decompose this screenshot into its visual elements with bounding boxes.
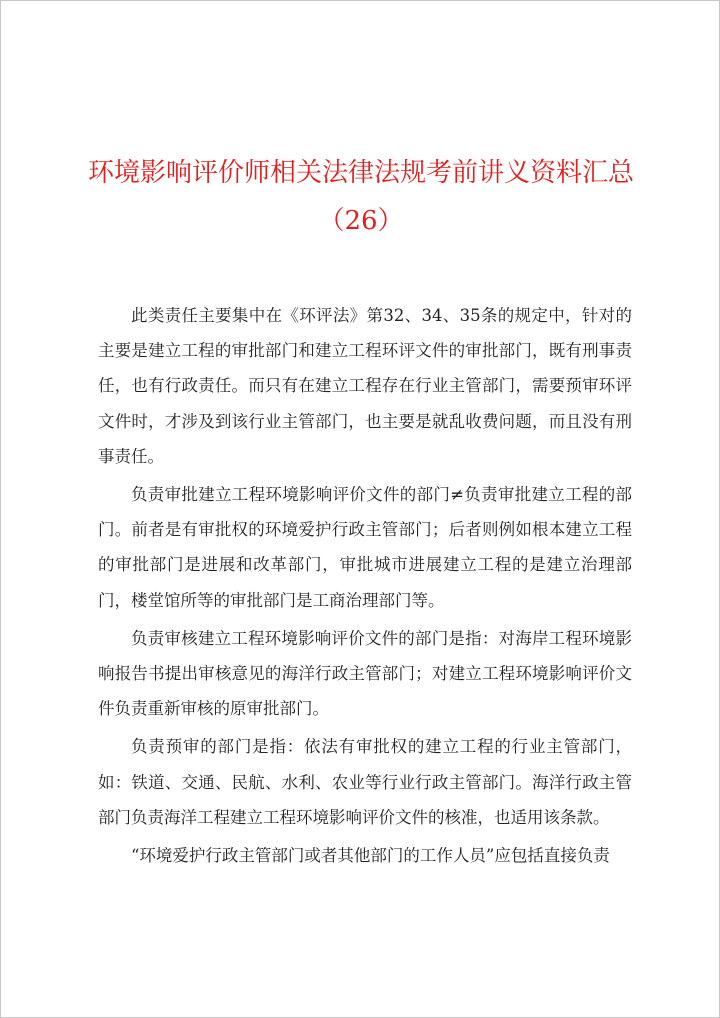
paragraph: 负责审核建立工程环境影响评价文件的部门是指：对海岸工程环境影响报告书提出审核意见的海洋行政主管部门；对建立工程环境影响评价文件负责重新审核的原审批部门。 xyxy=(98,628,632,719)
paragraph: “环境爱护行政主管部门或者其他部门的工作人员”应包括直接负责 xyxy=(131,846,610,866)
paragraph: 负责审批建立工程环境影响评价文件的部门≠负责审批建立工程的部门。前者是有审批权的环境爱护行政主管部门；后者则例如根本建立工程的审批部门是进展和改革部门，审批城市进展建立工程的是建立治理部门，楼堂馆所等的审批部门是工商治理部门等。 xyxy=(98,485,632,610)
document-body xyxy=(98,298,632,873)
document-title: 环境影响评价师相关法律法规考前讲义资料汇总（26） xyxy=(87,158,634,236)
paragraph: 此类责任主要集中在《环评法》第32、34、35条的规定中，针对的主要是建立工程的审批部门和建立工程环评文件的审批部门，既有刑事责任，也有行政责任。而只有在建立工程存在行业主管部门，需要预审环评文件时，才涉及到该行业主管部门，也主要是就乱收费问题，而且没有刑事责任。 xyxy=(98,306,632,466)
paragraph: 负责预审的部门是指：依法有审批权的建立工程的行业主管部门，如：铁道、交通、民航、水利、农业等行业行政主管部门。海洋行政主管部门负责海洋工程建立工程环境影响评价文件的核准，也适用该条款。 xyxy=(98,737,632,827)
